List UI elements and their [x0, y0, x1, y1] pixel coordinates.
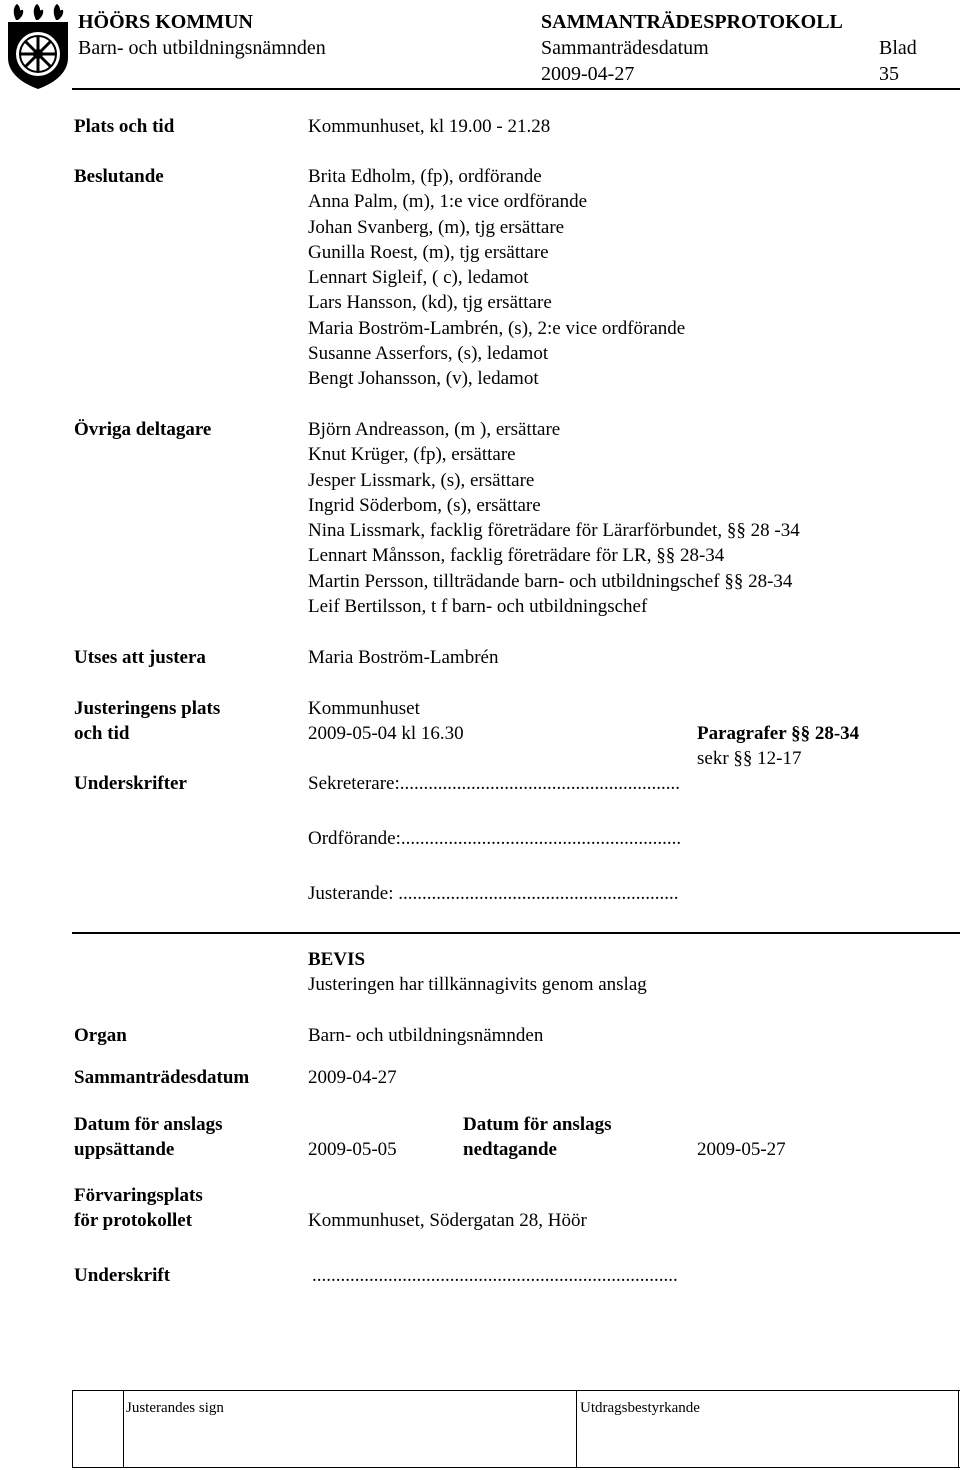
- adjuster-signature-line: Justerande: ...........................................................: [308, 883, 679, 904]
- municipality-name: HÖÖRS KOMMUN: [78, 11, 253, 33]
- signature-line: .............................................................................: [312, 1265, 678, 1286]
- deciding-label: Beslutande: [74, 166, 164, 187]
- proof-meeting-date-label: Sammanträdesdatum: [74, 1067, 250, 1088]
- secretary-signature-line: Sekreterare:...........................................................: [308, 773, 681, 794]
- storage-label-1: Förvaringsplats: [74, 1185, 203, 1206]
- posted-date-label-2: uppsättande: [74, 1139, 175, 1160]
- others-list: [308, 417, 800, 619]
- list-item: Nina Lissmark, facklig företrädare för Lärarförbundet, §§ 28 -34: [308, 520, 800, 542]
- proof-divider: [72, 932, 960, 934]
- page-number: 35: [879, 63, 899, 85]
- list-item: Susanne Asserfors, (s), ledamot: [308, 343, 549, 365]
- chair-signature-line: Ordförande:...........................................................: [308, 828, 682, 849]
- organ-label: Organ: [74, 1025, 127, 1046]
- footer-bottom-rule: [72, 1467, 960, 1468]
- storage-label-2: för protokollet: [74, 1210, 193, 1231]
- list-item: Ingrid Söderbom, (s), ersättare: [308, 494, 541, 516]
- adjuster-label: Utses att justera: [74, 647, 206, 668]
- list-item: Brita Edholm, (fp), ordförande: [308, 166, 542, 187]
- adjuster-value: Maria Boström-Lambrén: [308, 647, 499, 668]
- header-divider: [72, 88, 960, 90]
- list-item: Leif Bertilsson, t f barn- och utbildningschef: [308, 596, 648, 618]
- organ-value: Barn- och utbildningsnämnden: [308, 1025, 544, 1046]
- secretary-paragraphs: sekr §§ 12-17: [697, 748, 802, 769]
- footer-vline-mid-1: [123, 1390, 124, 1468]
- proof-meeting-date-value: 2009-04-27: [308, 1067, 397, 1088]
- page-label: Blad: [879, 37, 917, 59]
- list-item: Maria Boström-Lambrén, (s), 2:e vice ordförande: [308, 317, 686, 339]
- list-item: Lars Hansson, (kd), tjg ersättare: [308, 292, 552, 314]
- posted-date-label-1: Datum för anslags: [74, 1114, 223, 1135]
- document-type: SAMMANTRÄDESPROTOKOLL: [541, 11, 843, 33]
- signatures-label: Underskrifter: [74, 773, 187, 794]
- storage-value: Kommunhuset, Södergatan 28, Höör: [308, 1210, 587, 1231]
- proof-subtitle: Justeringen har tillkännagivits genom anslag: [308, 974, 647, 995]
- footer-vline-mid-2: [576, 1390, 577, 1468]
- removed-date-label-2: nedtagande: [463, 1139, 557, 1160]
- adjustment-place-label: Justeringens plats: [74, 698, 221, 719]
- removed-date-label-1: Datum för anslags: [463, 1114, 612, 1135]
- list-item: Anna Palm, (m), 1:e vice ordförande: [308, 191, 588, 213]
- committee-name: Barn- och utbildningsnämnden: [78, 37, 326, 59]
- footer-top-rule: [72, 1390, 960, 1391]
- place-label: Plats och tid: [74, 116, 175, 137]
- deciding-list: [308, 164, 685, 392]
- others-label: Övriga deltagare: [74, 419, 212, 440]
- adjustment-place-value: Kommunhuset: [308, 698, 420, 719]
- list-item: Johan Svanberg, (m), tjg ersättare: [308, 216, 565, 238]
- list-item: Björn Andreasson, (m ), ersättare: [308, 419, 561, 440]
- adjusters-sign-label: Justerandes sign: [126, 1400, 224, 1416]
- place-value: Kommunhuset, kl 19.00 - 21.28: [308, 116, 551, 137]
- list-item: Jesper Lissmark, (s), ersättare: [308, 469, 535, 491]
- removed-date-value: 2009-05-27: [697, 1139, 786, 1160]
- footer-vline-right: [958, 1390, 959, 1468]
- meeting-date-label: Sammanträdesdatum: [541, 37, 709, 59]
- adjustment-time-label: och tid: [74, 723, 130, 744]
- certification-label: Utdragsbestyrkande: [580, 1400, 700, 1416]
- list-item: Lennart Sigleif, ( c), ledamot: [308, 267, 529, 289]
- list-item: Gunilla Roest, (m), tjg ersättare: [308, 241, 549, 263]
- meeting-date: 2009-04-27: [541, 63, 635, 85]
- proof-title: BEVIS: [308, 949, 366, 970]
- list-item: Lennart Månsson, facklig företrädare för LR, §§ 28-34: [308, 545, 725, 567]
- paragraphs-label: Paragrafer §§ 28-34: [697, 723, 860, 744]
- footer-vline-left: [72, 1390, 73, 1468]
- list-item: Bengt Johansson, (v), ledamot: [308, 368, 539, 390]
- posted-date-value: 2009-05-05: [308, 1139, 397, 1160]
- list-item: Martin Persson, tillträdande barn- och utbildningschef §§ 28-34: [308, 570, 793, 592]
- adjustment-time-value: 2009-05-04 kl 16.30: [308, 723, 464, 744]
- municipality-logo: [4, 2, 72, 90]
- list-item: Knut Krüger, (fp), ersättare: [308, 444, 516, 466]
- signature-label: Underskrift: [74, 1265, 171, 1286]
